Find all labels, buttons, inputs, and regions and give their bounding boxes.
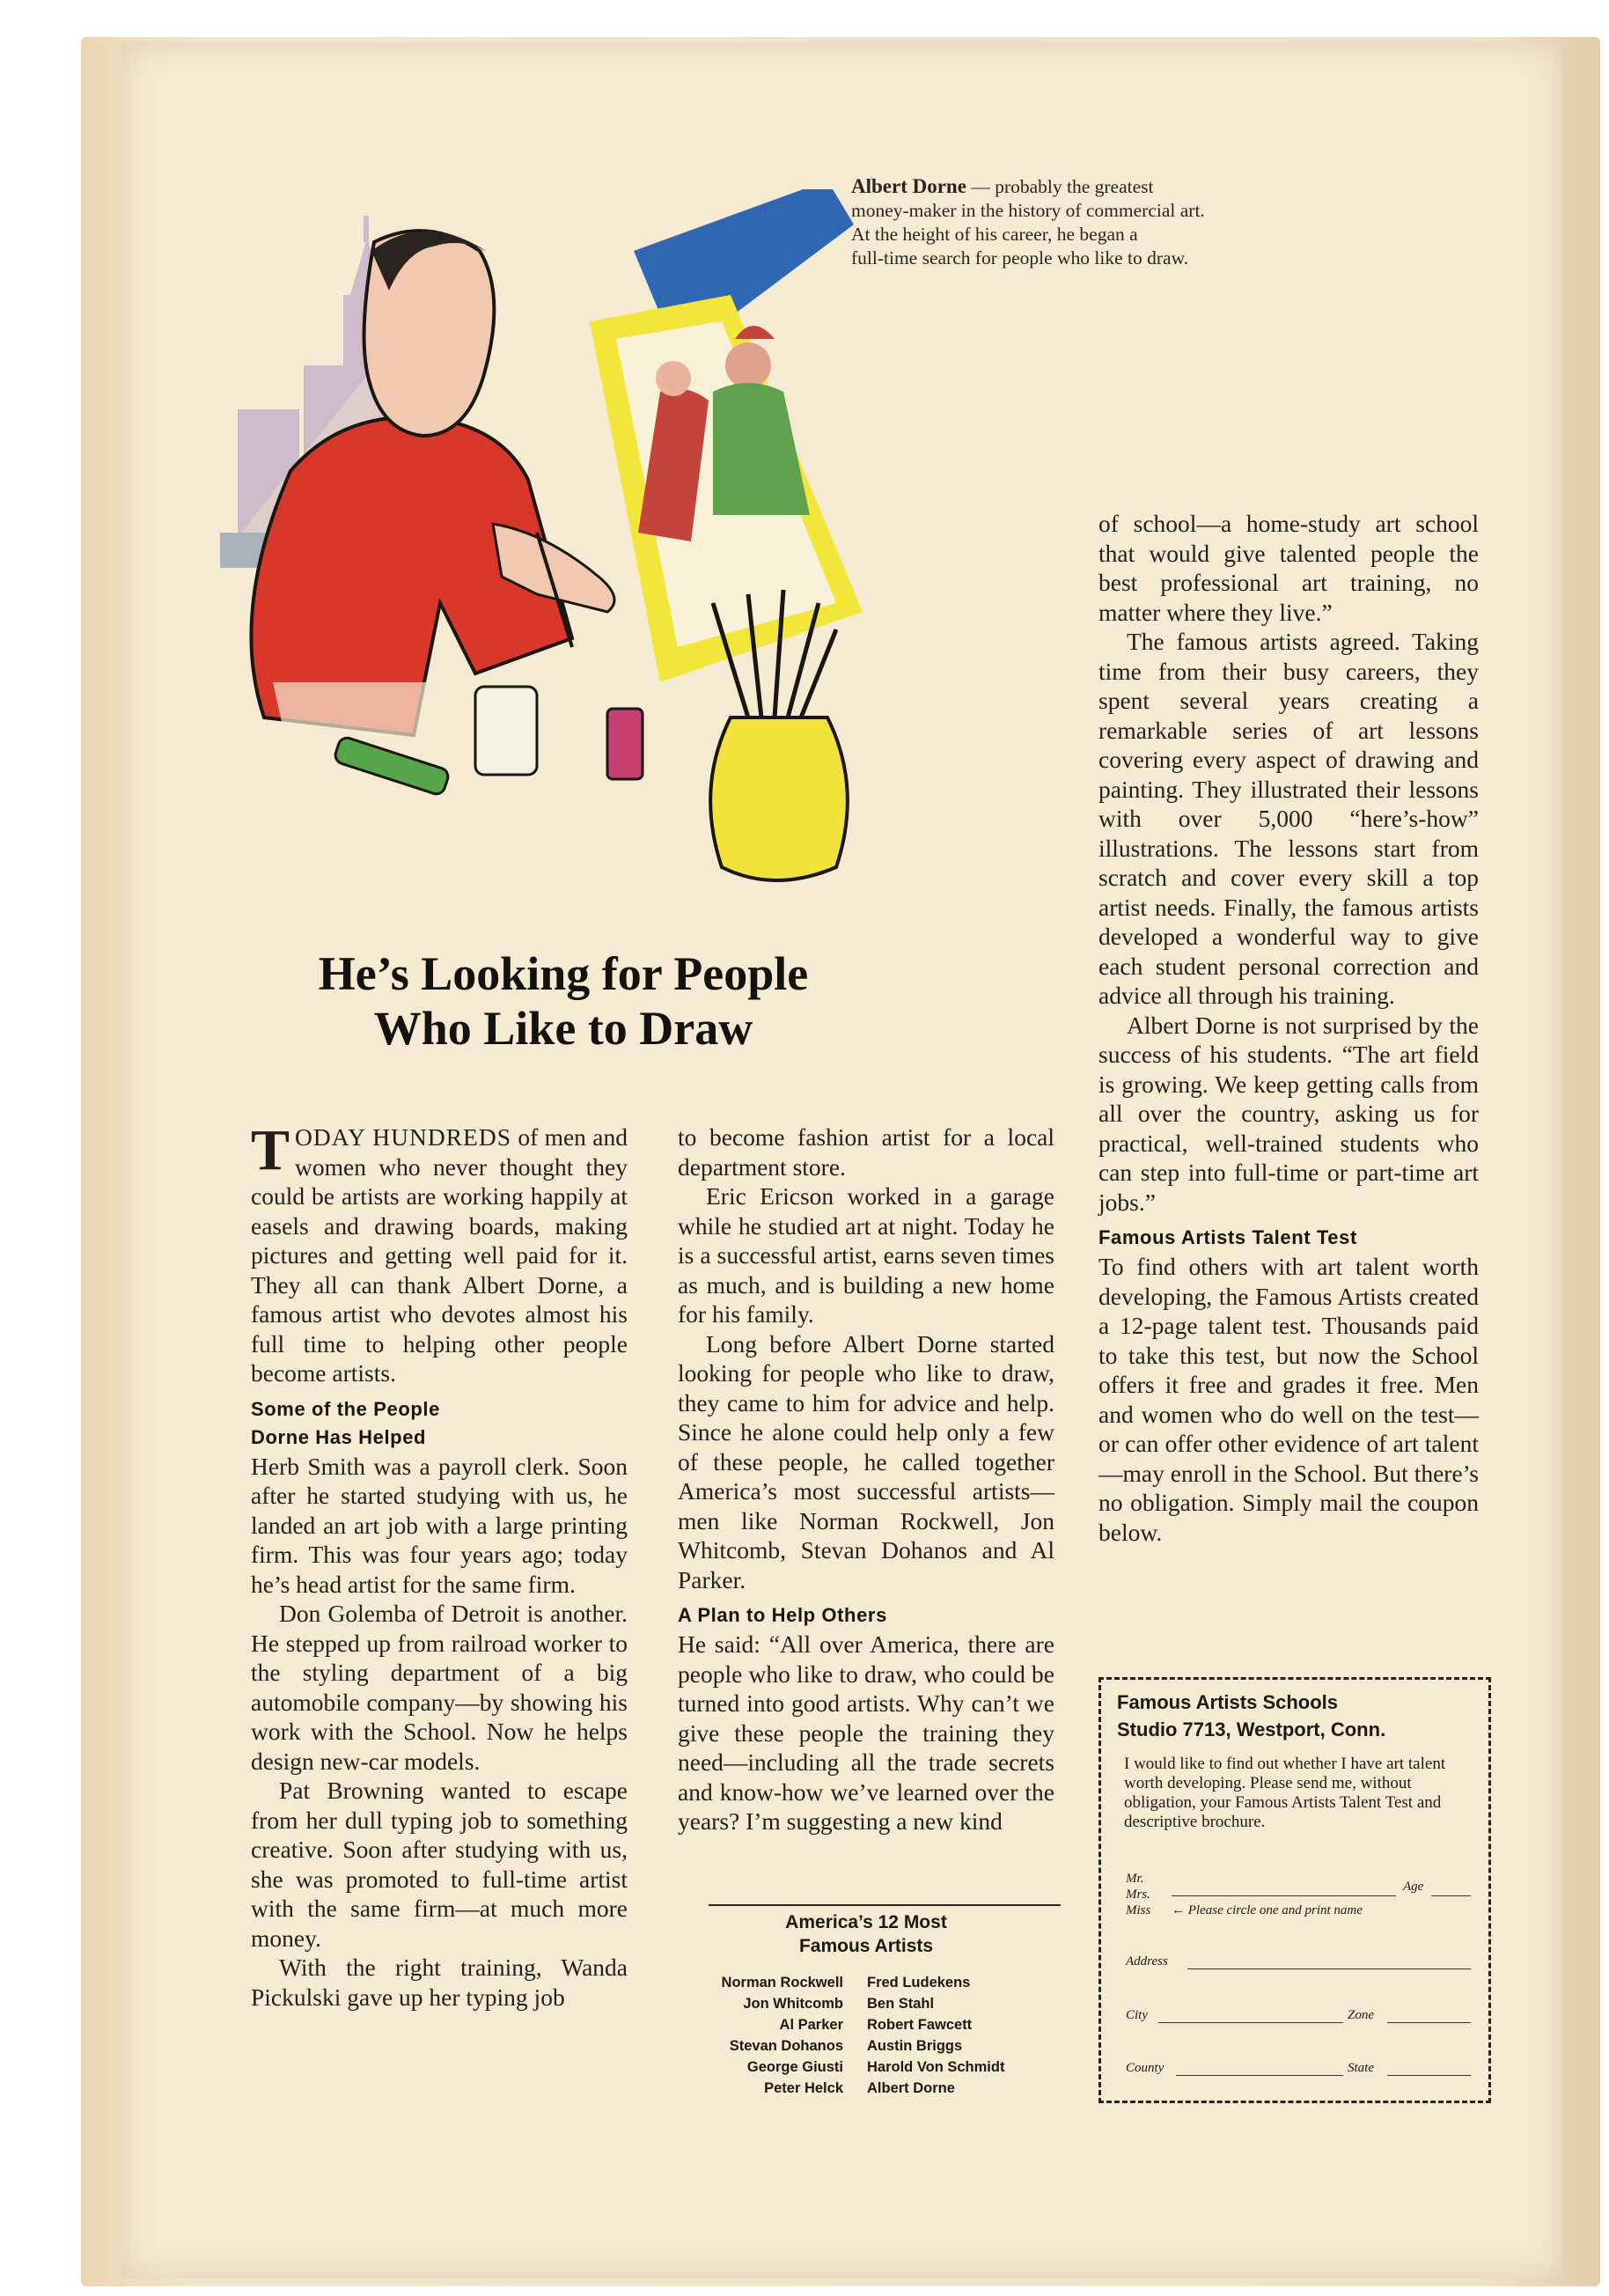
caption-line-2: money-maker in the history of commercial art. [851,200,1205,221]
famous-artists-list [678,1972,1065,2104]
city-field[interactable] [1158,2022,1343,2023]
subhead-plan: A Plan to Help Others [678,1604,887,1626]
paragraph-don-golemba: Don Golemba of Detroit is another. He stepped up from railroad worker to the styling department of a big automobile company—by showing his work with the School. Now he helps design new-car models. [251,1600,628,1775]
paragraph-he-said: He said: “All over America, there are people who like to draw, who could be turned into good artists. Why can’t we give these people the training they need—including all the trade secrets and know-how we’ve learned over the years? I’m suggesting a new kind [678,1630,1054,1835]
caption-line-3: At the height of his career, he began a [851,224,1138,245]
name-field[interactable] [1172,1895,1396,1896]
illustration-caption: Albert Dorne — probably the greatest money-maker in the history of commercial art. At the height of his career, he began a full-time search for people who like to draw. [851,175,1205,269]
zone-field[interactable] [1387,2022,1471,2023]
coupon-body: I would like to find out whether I have art talent worth developing. Please send me, without obligation, your Famous Artists Talent Test and descriptive brochure. [1124,1755,1446,1831]
state-field[interactable] [1387,2075,1471,2076]
paint-jar [607,709,643,779]
artist-right-1: Fred Ludekens [867,1975,971,1991]
column-2 [678,1122,1054,1836]
headline-line-1: He’s Looking for People [318,947,809,1000]
artist-right-5: Harold Von Schmidt [867,2059,1005,2075]
artist-right-2: Ben Stahl [867,1996,935,2012]
column-3 [1098,509,1479,1547]
coupon-title-2: Studio 7713, Westport, Conn. [1117,1718,1386,1740]
age-field[interactable] [1431,1895,1471,1896]
paragraph-fashion-artist: to become fashion artist for a local department store. [678,1123,1054,1181]
paragraph-herb-smith: Herb Smith was a payroll clerk. Soon after he started studying with us, he landed an art job with a large printing firm. This was four years ago; today he’s head artist for the same firm. [251,1452,628,1598]
subhead-people-helped: Some of the People Dorne Has Helped [251,1397,440,1448]
caption-name: Albert Dorne [851,175,966,197]
headline-line-2: Who Like to Draw [373,1002,753,1055]
artist-left-5: George Giusti [746,2059,843,2075]
coupon-title-1: Famous Artists Schools [1117,1691,1339,1713]
artist-left-3: Al Parker [779,2017,843,2033]
artist-right-6: Albert Dorne [867,2080,955,2096]
caption-line-1: probably the greatest [995,176,1154,197]
artist-left-2: Jon Whitcomb [743,1996,843,2012]
artist-right-3: Robert Fawcett [867,2017,973,2033]
paragraph-wanda-pickulski: With the right training, Wanda Pickulski gave up her typing job [251,1954,628,2011]
column-1 [251,1118,628,2012]
mail-coupon[interactable]: Famous Artists Schools Studio 7713, Westport, Conn. I would like to find out whether I have art talent worth developing. Please send me, without obligation, your Famous Artists Talent Test and descriptive brochure. Mr. Mrs. Miss Age ← Please circle one and print name Address City Zone County State [1098,1677,1491,2103]
albert-dorne-illustration [220,189,995,982]
caption-line-4: full-time search for people who like to draw. [851,247,1189,269]
famous-artists-title: America’s 12 Most Famous Artists [785,1912,947,1956]
paragraph-artists-agreed: The famous artists agreed. Taking time from their busy careers, they spent several years creating a remarkable series of art lessons covering every aspect of drawing and painting. They illustrated their lessons with over 5,000 “here’s-how” illustrations. The lessons start from scratch and cover every skill a top artist needs. Finally, the famous artists developed a wonderful way to give each student personal correction and advice all through his training. [1098,628,1479,1009]
artist-left-4: Stevan Dohanos [729,2038,843,2054]
subhead-talent-test: Famous Artists Talent Test [1098,1226,1357,1248]
artist-left-1: Norman Rockwell [721,1975,843,1991]
artist-left-6: Peter Helck [764,2080,843,2096]
drop-cap: T [251,1118,290,1182]
paragraph-long-before: Long before Albert Dorne started looking for people who like to draw, they came to him for advice and help. Since he alone could help only a few of these people, he called together America’s most successful artists—men like Norman Rockwell, Jon Whitcomb, Stevan Dohanos and Al Parker. [678,1329,1054,1593]
circle-note: ← Please circle one and print name [1172,1903,1363,1917]
paragraph-eric-ericson: Eric Ericson worked in a garage while he studied art at night. Today he is a successful artist, earns seven times as much, and is building a new home for his family. [678,1182,1054,1328]
jar-stack [475,687,537,775]
canvas-figure-man [713,383,810,515]
brush-pot [710,718,848,880]
list-divider [709,1904,1061,1906]
paragraph-not-surprised: Albert Dorne is not surprised by the success of his students. “The art field is growing. We keep getting calls from all over the country, asking us for practical, well-trained students who can step into full-time or part-time art jobs.” [1098,1011,1479,1216]
intro-paragraph: TODAY HUNDREDS of men and women who never thought they could be artists are working happily at easels and drawing boards, making pictures and getting well paid for it. They all can thank Albert Dorne, a famous artist who devotes almost his full time to helping other people become artists. [251,1118,628,1387]
headline [176,946,951,1056]
paragraph-school: of school—a home-study art school that would give talented people the best professional art training, no matter where they live.” [1098,510,1479,626]
artist-right-4: Austin Briggs [867,2038,963,2054]
paragraph-talent-test: To find others with art talent worth developing, the Famous Artists created a 12-page talent test. Thousands paid to take this test, but now the School offers it free and grades it free. Men and women who do well on the test—or can offer other evidence of art talent—may enroll in the School. But there’s no obligation. Simply mail the coupon below. [1098,1253,1479,1546]
paragraph-pat-browning: Pat Browning wanted to escape from her dull typing job to something creative. Soon after studying with us, she was promoted to full-time artist with the same firm—at much more money. [251,1777,628,1952]
county-field[interactable] [1176,2075,1343,2076]
